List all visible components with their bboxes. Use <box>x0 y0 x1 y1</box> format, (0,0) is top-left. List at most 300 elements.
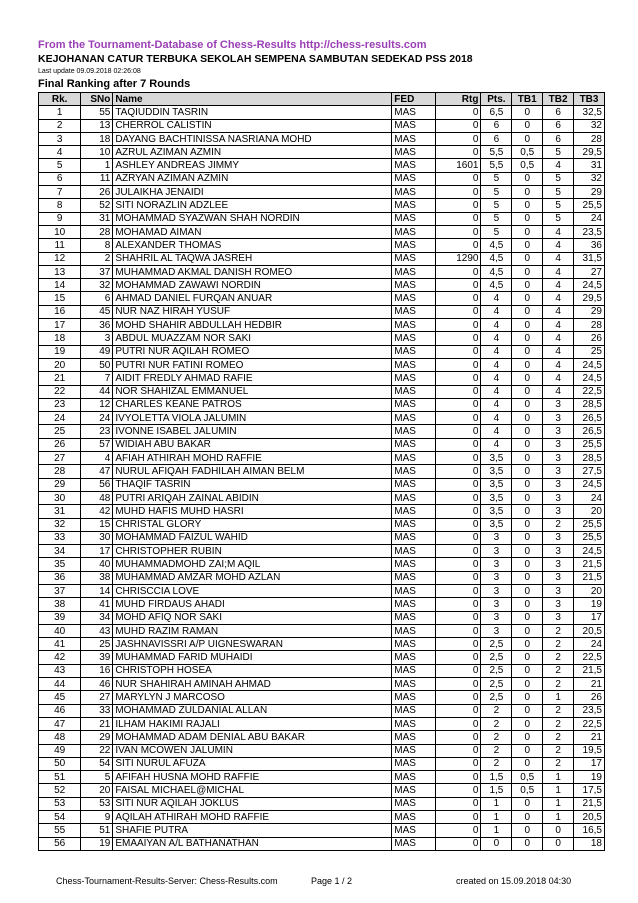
ranking-title: Final Ranking after 7 Rounds <box>38 78 191 90</box>
cell-pts: 3,5 <box>481 505 512 518</box>
cell-sno: 12 <box>81 398 113 411</box>
cell-tb2: 3 <box>543 491 574 504</box>
cell-tb2: 4 <box>543 372 574 385</box>
table-row <box>39 252 605 265</box>
cell-pts: 3,5 <box>481 452 512 465</box>
cell-rtg: 0 <box>435 358 481 371</box>
cell-tb2: 2 <box>543 717 574 730</box>
cell-tb1: 0 <box>512 345 543 358</box>
cell-sno: 11 <box>81 172 113 185</box>
cell-tb3: 17 <box>574 757 605 770</box>
cell-tb2: 4 <box>543 252 574 265</box>
cell-name: MUHAMMAD AKMAL DANISH ROMEO <box>113 265 392 278</box>
cell-name: ABDUL MUAZZAM NOR SAKI <box>113 332 392 345</box>
cell-tb1: 0 <box>512 239 543 252</box>
cell-sno: 26 <box>81 186 113 199</box>
cell-rank: 9 <box>39 212 81 225</box>
cell-tb3: 20,5 <box>574 624 605 637</box>
cell-rtg: 0 <box>435 598 481 611</box>
cell-tb1: 0 <box>512 212 543 225</box>
cell-tb2: 2 <box>543 678 574 691</box>
cell-rtg: 0 <box>435 319 481 332</box>
cell-pts: 6 <box>481 119 512 132</box>
cell-tb1: 0 <box>512 265 543 278</box>
cell-tb3: 24,5 <box>574 478 605 491</box>
cell-tb1: 0 <box>512 691 543 704</box>
cell-rank: 17 <box>39 319 81 332</box>
cell-tb3: 29 <box>574 186 605 199</box>
table-row <box>39 159 605 172</box>
cell-rank: 41 <box>39 638 81 651</box>
cell-rank: 26 <box>39 438 81 451</box>
cell-tb1: 0 <box>512 332 543 345</box>
cell-tb3: 24,5 <box>574 545 605 558</box>
cell-sno: 5 <box>81 771 113 784</box>
cell-pts: 4 <box>481 438 512 451</box>
cell-sno: 9 <box>81 811 113 824</box>
table-row <box>39 797 605 810</box>
cell-tb1: 0 <box>512 385 543 398</box>
cell-rank: 20 <box>39 358 81 371</box>
cell-tb3: 28 <box>574 319 605 332</box>
cell-fed: MAS <box>392 558 435 571</box>
cell-rtg: 0 <box>435 651 481 664</box>
cell-tb1: 0,5 <box>512 784 543 797</box>
col-fed: FED <box>392 93 435 106</box>
cell-name: MOHAMMAD ADAM DENIAL ABU BAKAR <box>113 731 392 744</box>
cell-pts: 4,5 <box>481 265 512 278</box>
col-pts: Pts. <box>481 93 512 106</box>
cell-sno: 27 <box>81 691 113 704</box>
cell-name: MUHD HAFIS MUHD HASRI <box>113 505 392 518</box>
table-row <box>39 531 605 544</box>
cell-rtg: 0 <box>435 292 481 305</box>
cell-rtg: 0 <box>435 757 481 770</box>
cell-tb2: 4 <box>543 385 574 398</box>
cell-name: AQILAH ATHIRAH MOHD RAFFIE <box>113 811 392 824</box>
cell-pts: 1 <box>481 797 512 810</box>
cell-fed: MAS <box>392 385 435 398</box>
ranking-table <box>38 92 605 851</box>
cell-rank: 22 <box>39 385 81 398</box>
cell-pts: 2,5 <box>481 638 512 651</box>
cell-name: PUTRI NUR AQILAH ROMEO <box>113 345 392 358</box>
cell-tb2: 2 <box>543 704 574 717</box>
table-row <box>39 172 605 185</box>
cell-sno: 50 <box>81 358 113 371</box>
cell-tb3: 22,5 <box>574 717 605 730</box>
footer-created: created on 15.09.2018 04:30 <box>456 876 572 886</box>
table-row <box>39 412 605 425</box>
cell-sno: 39 <box>81 651 113 664</box>
cell-fed: MAS <box>392 292 435 305</box>
cell-rank: 48 <box>39 731 81 744</box>
table-row <box>39 212 605 225</box>
cell-rank: 23 <box>39 398 81 411</box>
table-row <box>39 664 605 677</box>
cell-tb2: 4 <box>543 265 574 278</box>
cell-fed: MAS <box>392 744 435 757</box>
cell-pts: 2 <box>481 717 512 730</box>
cell-name: ILHAM HAKIMI RAJALI <box>113 717 392 730</box>
cell-pts: 4 <box>481 358 512 371</box>
cell-pts: 1,5 <box>481 771 512 784</box>
cell-tb1: 0 <box>512 757 543 770</box>
cell-name: MUHAMMAD FARID MUHAIDI <box>113 651 392 664</box>
cell-pts: 5,5 <box>481 146 512 159</box>
cell-sno: 45 <box>81 305 113 318</box>
table-row <box>39 265 605 278</box>
cell-tb2: 1 <box>543 784 574 797</box>
cell-tb3: 29,5 <box>574 146 605 159</box>
cell-pts: 3 <box>481 545 512 558</box>
cell-tb3: 31 <box>574 159 605 172</box>
col-rtg: Rtg <box>435 93 481 106</box>
cell-tb3: 21,5 <box>574 797 605 810</box>
cell-sno: 49 <box>81 345 113 358</box>
cell-rank: 11 <box>39 239 81 252</box>
table-header-row <box>39 93 605 106</box>
cell-sno: 53 <box>81 797 113 810</box>
cell-tb2: 4 <box>543 239 574 252</box>
cell-rank: 35 <box>39 558 81 571</box>
cell-fed: MAS <box>392 172 435 185</box>
col-tb1: TB1 <box>512 93 543 106</box>
cell-pts: 6,5 <box>481 106 512 119</box>
cell-tb3: 21,5 <box>574 558 605 571</box>
table-row <box>39 332 605 345</box>
cell-fed: MAS <box>392 199 435 212</box>
cell-sno: 24 <box>81 412 113 425</box>
cell-tb1: 0 <box>512 584 543 597</box>
cell-name: NUR SHAHIRAH AMINAH AHMAD <box>113 678 392 691</box>
cell-sno: 44 <box>81 385 113 398</box>
table-row <box>39 744 605 757</box>
cell-tb1: 0 <box>512 678 543 691</box>
col-name: Name <box>113 93 392 106</box>
cell-tb2: 3 <box>543 412 574 425</box>
cell-tb2: 4 <box>543 279 574 292</box>
cell-rtg: 0 <box>435 771 481 784</box>
cell-tb2: 3 <box>543 438 574 451</box>
cell-sno: 22 <box>81 744 113 757</box>
cell-fed: MAS <box>392 731 435 744</box>
cell-sno: 19 <box>81 837 113 850</box>
cell-tb1: 0 <box>512 731 543 744</box>
cell-name: DAYANG BACHTINISSA NASRIANA MOHD <box>113 132 392 145</box>
cell-name: AZRUL AZIMAN AZMIN <box>113 146 392 159</box>
cell-tb3: 29 <box>574 305 605 318</box>
cell-pts: 5 <box>481 199 512 212</box>
cell-fed: MAS <box>392 717 435 730</box>
cell-sno: 25 <box>81 638 113 651</box>
cell-sno: 48 <box>81 491 113 504</box>
cell-pts: 3 <box>481 531 512 544</box>
cell-tb2: 3 <box>543 465 574 478</box>
cell-rtg: 0 <box>435 186 481 199</box>
table-row <box>39 438 605 451</box>
table-row <box>39 598 605 611</box>
cell-tb1: 0 <box>512 598 543 611</box>
cell-pts: 4 <box>481 385 512 398</box>
cell-pts: 3,5 <box>481 478 512 491</box>
cell-sno: 13 <box>81 119 113 132</box>
cell-tb3: 21 <box>574 731 605 744</box>
cell-rtg: 0 <box>435 412 481 425</box>
cell-tb1: 0 <box>512 132 543 145</box>
cell-fed: MAS <box>392 332 435 345</box>
cell-tb2: 3 <box>543 545 574 558</box>
cell-tb1: 0 <box>512 172 543 185</box>
cell-name: NUR NAZ HIRAH YUSUF <box>113 305 392 318</box>
cell-tb2: 5 <box>543 146 574 159</box>
cell-sno: 55 <box>81 106 113 119</box>
cell-fed: MAS <box>392 704 435 717</box>
cell-tb3: 19 <box>574 771 605 784</box>
cell-tb1: 0 <box>512 638 543 651</box>
cell-rtg: 0 <box>435 345 481 358</box>
table-row <box>39 505 605 518</box>
cell-tb3: 25,5 <box>574 531 605 544</box>
cell-sno: 32 <box>81 279 113 292</box>
cell-sno: 28 <box>81 225 113 238</box>
col-tb3: TB3 <box>574 93 605 106</box>
cell-rtg: 0 <box>435 398 481 411</box>
cell-rank: 42 <box>39 651 81 664</box>
cell-tb3: 26,5 <box>574 425 605 438</box>
cell-tb2: 5 <box>543 186 574 199</box>
cell-name: TAQIUDDIN TASRIN <box>113 106 392 119</box>
cell-name: MUHAMMAD AMZAR MOHD AZLAN <box>113 571 392 584</box>
cell-name: MOHAMMAD FAIZUL WAHID <box>113 531 392 544</box>
cell-rtg: 0 <box>435 638 481 651</box>
cell-sno: 20 <box>81 784 113 797</box>
cell-pts: 3,5 <box>481 518 512 531</box>
cell-fed: MAS <box>392 478 435 491</box>
cell-rank: 55 <box>39 824 81 837</box>
cell-rank: 19 <box>39 345 81 358</box>
cell-fed: MAS <box>392 531 435 544</box>
cell-sno: 17 <box>81 545 113 558</box>
cell-fed: MAS <box>392 824 435 837</box>
table-row <box>39 491 605 504</box>
cell-rtg: 0 <box>435 717 481 730</box>
cell-tb3: 32 <box>574 119 605 132</box>
cell-rtg: 0 <box>435 505 481 518</box>
cell-rtg: 0 <box>435 425 481 438</box>
cell-fed: MAS <box>392 784 435 797</box>
cell-name: EMAAIYAN A/L BATHANATHAN <box>113 837 392 850</box>
table-row <box>39 811 605 824</box>
table-row <box>39 717 605 730</box>
cell-tb3: 25,5 <box>574 199 605 212</box>
cell-rank: 1 <box>39 106 81 119</box>
cell-tb2: 4 <box>543 345 574 358</box>
cell-rtg: 0 <box>435 704 481 717</box>
cell-sno: 6 <box>81 292 113 305</box>
cell-sno: 18 <box>81 132 113 145</box>
cell-tb2: 1 <box>543 771 574 784</box>
cell-tb2: 2 <box>543 744 574 757</box>
table-row <box>39 319 605 332</box>
cell-name: ALEXANDER THOMAS <box>113 239 392 252</box>
cell-fed: MAS <box>392 186 435 199</box>
footer-page: Page 1 / 2 <box>311 876 353 886</box>
cell-fed: MAS <box>392 305 435 318</box>
cell-tb1: 0 <box>512 438 543 451</box>
table-row <box>39 225 605 238</box>
cell-pts: 4,5 <box>481 252 512 265</box>
cell-rtg: 0 <box>435 438 481 451</box>
cell-rtg: 0 <box>435 119 481 132</box>
table-row <box>39 372 605 385</box>
cell-rank: 38 <box>39 598 81 611</box>
cell-rtg: 0 <box>435 199 481 212</box>
cell-pts: 2,5 <box>481 651 512 664</box>
cell-tb1: 0,5 <box>512 159 543 172</box>
cell-tb2: 3 <box>543 531 574 544</box>
cell-tb1: 0 <box>512 837 543 850</box>
table-row <box>39 279 605 292</box>
cell-tb2: 3 <box>543 611 574 624</box>
cell-tb1: 0 <box>512 452 543 465</box>
table-row <box>39 239 605 252</box>
cell-tb1: 0 <box>512 824 543 837</box>
cell-name: SITI NUR AQILAH JOKLUS <box>113 797 392 810</box>
cell-rtg: 0 <box>435 212 481 225</box>
cell-sno: 33 <box>81 704 113 717</box>
cell-fed: MAS <box>392 265 435 278</box>
cell-name: MOHD SHAHIR ABDULLAH HEDBIR <box>113 319 392 332</box>
cell-fed: MAS <box>392 678 435 691</box>
cell-tb2: 2 <box>543 651 574 664</box>
cell-rtg: 0 <box>435 797 481 810</box>
cell-pts: 3 <box>481 558 512 571</box>
cell-tb3: 20 <box>574 505 605 518</box>
cell-pts: 3 <box>481 611 512 624</box>
col-rank: Rk. <box>39 93 81 106</box>
cell-tb3: 25,5 <box>574 518 605 531</box>
table-row <box>39 106 605 119</box>
cell-fed: MAS <box>392 358 435 371</box>
cell-tb2: 2 <box>543 624 574 637</box>
cell-rank: 15 <box>39 292 81 305</box>
cell-pts: 4 <box>481 412 512 425</box>
cell-sno: 3 <box>81 332 113 345</box>
cell-tb3: 24,5 <box>574 279 605 292</box>
cell-rtg: 0 <box>435 744 481 757</box>
cell-pts: 4 <box>481 398 512 411</box>
cell-tb3: 31,5 <box>574 252 605 265</box>
cell-tb3: 21,5 <box>574 664 605 677</box>
cell-tb1: 0 <box>512 372 543 385</box>
cell-rtg: 0 <box>435 531 481 544</box>
cell-pts: 3 <box>481 584 512 597</box>
cell-tb1: 0 <box>512 531 543 544</box>
cell-tb2: 2 <box>543 664 574 677</box>
cell-tb3: 26,5 <box>574 412 605 425</box>
cell-fed: MAS <box>392 345 435 358</box>
cell-tb2: 6 <box>543 132 574 145</box>
cell-fed: MAS <box>392 491 435 504</box>
cell-tb1: 0 <box>512 505 543 518</box>
cell-fed: MAS <box>392 771 435 784</box>
cell-fed: MAS <box>392 664 435 677</box>
cell-sno: 52 <box>81 199 113 212</box>
cell-pts: 2 <box>481 731 512 744</box>
cell-tb3: 22,5 <box>574 385 605 398</box>
cell-sno: 29 <box>81 731 113 744</box>
cell-tb3: 25 <box>574 345 605 358</box>
cell-fed: MAS <box>392 132 435 145</box>
cell-name: IVONNE ISABEL JALUMIN <box>113 425 392 438</box>
cell-pts: 2 <box>481 757 512 770</box>
table-row <box>39 611 605 624</box>
cell-tb2: 4 <box>543 292 574 305</box>
cell-rtg: 0 <box>435 265 481 278</box>
cell-tb2: 3 <box>543 398 574 411</box>
cell-pts: 4,5 <box>481 239 512 252</box>
cell-rtg: 0 <box>435 372 481 385</box>
cell-tb3: 32,5 <box>574 106 605 119</box>
cell-pts: 4 <box>481 292 512 305</box>
cell-rank: 28 <box>39 465 81 478</box>
cell-tb1: 0 <box>512 717 543 730</box>
cell-rank: 40 <box>39 624 81 637</box>
table-row <box>39 824 605 837</box>
cell-rtg: 0 <box>435 811 481 824</box>
cell-tb2: 4 <box>543 159 574 172</box>
cell-tb1: 0 <box>512 704 543 717</box>
cell-name: MUHD FIRDAUS AHADI <box>113 598 392 611</box>
table-row <box>39 771 605 784</box>
cell-name: AIDIT FREDLY AHMAD RAFIE <box>113 372 392 385</box>
cell-rank: 24 <box>39 412 81 425</box>
cell-tb1: 0 <box>512 252 543 265</box>
cell-sno: 16 <box>81 664 113 677</box>
cell-rank: 44 <box>39 678 81 691</box>
cell-sno: 31 <box>81 212 113 225</box>
cell-tb1: 0 <box>512 571 543 584</box>
table-row <box>39 757 605 770</box>
cell-fed: MAS <box>392 106 435 119</box>
table-row <box>39 345 605 358</box>
cell-tb3: 24 <box>574 491 605 504</box>
cell-tb1: 0 <box>512 624 543 637</box>
cell-tb1: 0 <box>512 425 543 438</box>
cell-rtg: 0 <box>435 465 481 478</box>
cell-rtg: 0 <box>435 478 481 491</box>
cell-rank: 14 <box>39 279 81 292</box>
cell-tb1: 0 <box>512 558 543 571</box>
cell-rtg: 0 <box>435 784 481 797</box>
cell-tb2: 4 <box>543 305 574 318</box>
cell-pts: 4 <box>481 305 512 318</box>
cell-tb1: 0 <box>512 518 543 531</box>
cell-pts: 5 <box>481 212 512 225</box>
cell-tb1: 0 <box>512 797 543 810</box>
last-update: Last update 09.09.2018 02:26:08 <box>38 68 141 75</box>
cell-rtg: 0 <box>435 452 481 465</box>
cell-name: IVYOLETTA VIOLA JALUMIN <box>113 412 392 425</box>
cell-pts: 5,5 <box>481 159 512 172</box>
cell-tb3: 23,5 <box>574 225 605 238</box>
table-row <box>39 571 605 584</box>
cell-pts: 1 <box>481 811 512 824</box>
col-tb2: TB2 <box>543 93 574 106</box>
footer-server: Chess-Tournament-Results-Server: Chess-Results.com <box>56 876 278 886</box>
table-row <box>39 731 605 744</box>
